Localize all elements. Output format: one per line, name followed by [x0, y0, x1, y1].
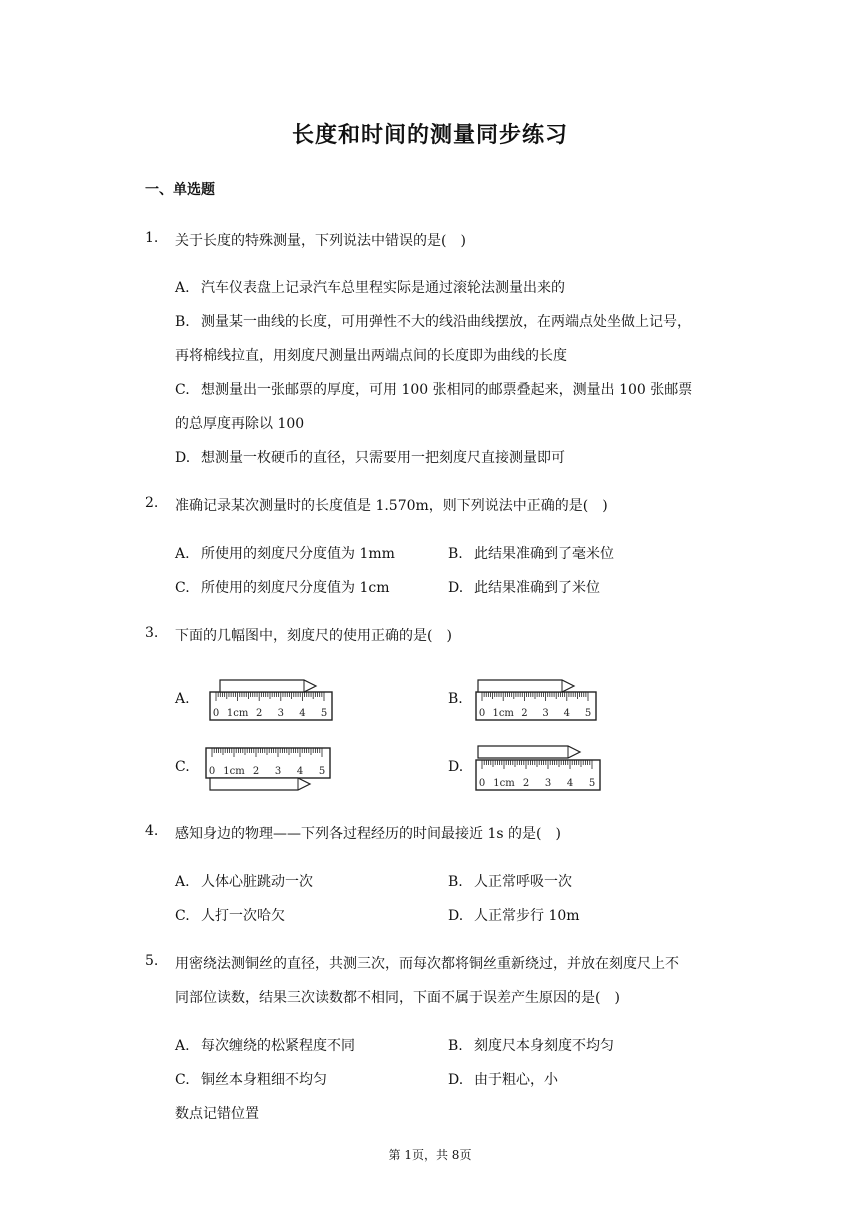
option-text: 汽车仪表盘上记录汽车总里程实际是通过滚轮法测量出来的 [201, 280, 565, 296]
option-letter: A. [175, 546, 190, 562]
question-5-number: 5. [145, 953, 159, 969]
question-5-stem-line-1: 用密绕法测铜丝的直径，共测三次，而每次都将铜丝重新绕过，并放在刻度尺上不 [175, 956, 679, 972]
pencil-shape [210, 778, 310, 790]
option-letter: A. [175, 1038, 190, 1054]
ruler-label: 4 [299, 708, 306, 719]
option-text: 此结果准确到了毫米位 [474, 546, 614, 562]
question-3-option-d-letter: D. [448, 759, 464, 775]
option-letter: C. [175, 908, 190, 924]
ruler-label: 2 [252, 766, 260, 777]
option-letter: C. [175, 382, 190, 398]
option-letter: B. [448, 546, 463, 562]
question-1-number: 1. [145, 230, 159, 246]
option-letter: C. [175, 580, 190, 596]
option-text: 此结果准确到了米位 [474, 580, 600, 596]
question-4-number: 4. [145, 823, 159, 839]
option-text: 刻度尺本身刻度不均匀 [474, 1038, 614, 1054]
ruler-label: 1cm [493, 778, 515, 789]
question-1-option-c-continuation: 的总厚度再除以 100 [175, 416, 305, 432]
option-text: 人正常步行 10m [474, 908, 580, 924]
question-5-option-b [448, 1035, 614, 1055]
ruler-svg [474, 744, 604, 792]
question-3-option-c-letter: C. [175, 759, 190, 775]
option-text: 由于粗心，小 [474, 1072, 558, 1088]
question-1-option-c [175, 379, 692, 399]
ruler-figure-d [474, 744, 604, 792]
ruler-label: 5 [588, 778, 596, 789]
question-1-option-d [175, 447, 565, 467]
option-letter: D. [175, 450, 191, 466]
ruler-label: 0 [212, 708, 220, 719]
option-text: 人打一次哈欠 [201, 908, 285, 924]
question-4-option-b [448, 871, 572, 891]
ruler-label: 0 [208, 766, 216, 777]
ruler-figure-b [474, 678, 600, 722]
ruler-label: 4 [563, 708, 570, 719]
question-2-option-d [448, 577, 600, 597]
ruler-label: 3 [274, 766, 282, 777]
question-2-number: 2. [145, 495, 159, 511]
option-letter: C. [175, 1072, 190, 1088]
question-2-stem: 准确记录某次测量时的长度值是 1.570m，则下列说法中正确的是( ) [175, 498, 608, 514]
section-heading: 一、单选题 [145, 182, 215, 198]
question-3-option-b-letter: B. [448, 691, 463, 707]
question-5-option-d-continuation: 数点记错位置 [175, 1106, 259, 1122]
pencil-shape [220, 680, 316, 692]
ruler-label: 4 [296, 766, 304, 777]
page-footer: 第 1页，共 8页 [388, 1148, 472, 1162]
option-text: 每次缠绕的松紧程度不同 [201, 1038, 355, 1054]
ruler-label: 0 [478, 708, 486, 719]
ruler-label: 1cm [226, 708, 249, 719]
ruler-label: 2 [522, 778, 530, 789]
question-2-option-c [175, 577, 389, 597]
ruler-label: 3 [277, 708, 284, 719]
question-5-stem-line-2: 同部位读数，结果三次读数都不相同，下面不属于误差产生原因的是( ) [175, 990, 620, 1006]
question-1-stem: 关于长度的特殊测量，下列说法中错误的是( ) [175, 233, 466, 249]
question-4-stem: 感知身边的物理——下列各过程经历的时间最接近 1s 的是( ) [175, 826, 561, 842]
ruler-label: 2 [256, 708, 263, 719]
option-text: 想测量一枚硬币的直径，只需要用一把刻度尺直接测量即可 [201, 450, 565, 466]
question-5-option-c [175, 1069, 327, 1089]
question-2-option-a [175, 543, 395, 563]
option-text: 测量某一曲线的长度，可用弹性不大的线沿曲线摆放，在两端点处坐做上记号， [201, 314, 691, 330]
ruler-figure-a [208, 678, 336, 722]
ruler-label: 1cm [223, 766, 245, 777]
ruler-svg [208, 678, 336, 722]
question-1-option-a [175, 277, 565, 297]
option-text: 想测量出一张邮票的厚度，可用 100 张相同的邮票叠起来，测量出 100 张邮票 [201, 382, 693, 398]
option-text: 铜丝本身粗细不均匀 [201, 1072, 327, 1088]
option-letter: D. [448, 1072, 464, 1088]
question-5-option-a [175, 1035, 355, 1055]
ruler-label: 2 [521, 708, 528, 719]
option-letter: D. [448, 580, 464, 596]
option-letter: A. [175, 280, 190, 296]
option-letter: B. [448, 1038, 463, 1054]
question-4-option-d [448, 905, 580, 925]
question-3-option-a-letter: A. [175, 691, 190, 707]
ruler-label: 3 [544, 778, 552, 789]
question-3-number: 3. [145, 625, 159, 641]
page-title: 长度和时间的测量同步练习 [291, 122, 568, 148]
ruler-figure-c [204, 744, 334, 796]
option-letter: B. [448, 874, 463, 890]
ruler-label: 5 [320, 708, 328, 719]
ruler-label: 4 [566, 778, 574, 789]
pencil-shape [478, 746, 580, 758]
pencil-shape [478, 680, 574, 692]
ruler-label: 3 [542, 708, 549, 719]
option-letter: D. [448, 908, 464, 924]
question-3-stem: 下面的几幅图中，刻度尺的使用正确的是( ) [175, 628, 452, 644]
question-1-option-b-continuation: 再将棉线拉直，用刻度尺测量出两端点间的长度即为曲线的长度 [175, 348, 567, 364]
option-letter: A. [175, 874, 190, 890]
ruler-label: 0 [478, 778, 486, 789]
ruler-svg [474, 678, 600, 722]
question-2-option-b [448, 543, 614, 563]
ruler-label: 1cm [492, 708, 514, 719]
question-4-option-a [175, 871, 313, 891]
ruler-label: 5 [584, 708, 592, 719]
ruler-label: 5 [318, 766, 326, 777]
option-text: 人体心脏跳动一次 [201, 874, 313, 890]
ruler-svg [204, 744, 334, 796]
option-text: 人正常呼吸一次 [474, 874, 572, 890]
question-5-option-d [448, 1069, 558, 1089]
question-1-option-b [175, 311, 691, 331]
option-text: 所使用的刻度尺分度值为 1cm [201, 580, 390, 596]
option-text: 所使用的刻度尺分度值为 1mm [201, 546, 395, 562]
question-4-option-c [175, 905, 285, 925]
option-letter: B. [175, 314, 190, 330]
